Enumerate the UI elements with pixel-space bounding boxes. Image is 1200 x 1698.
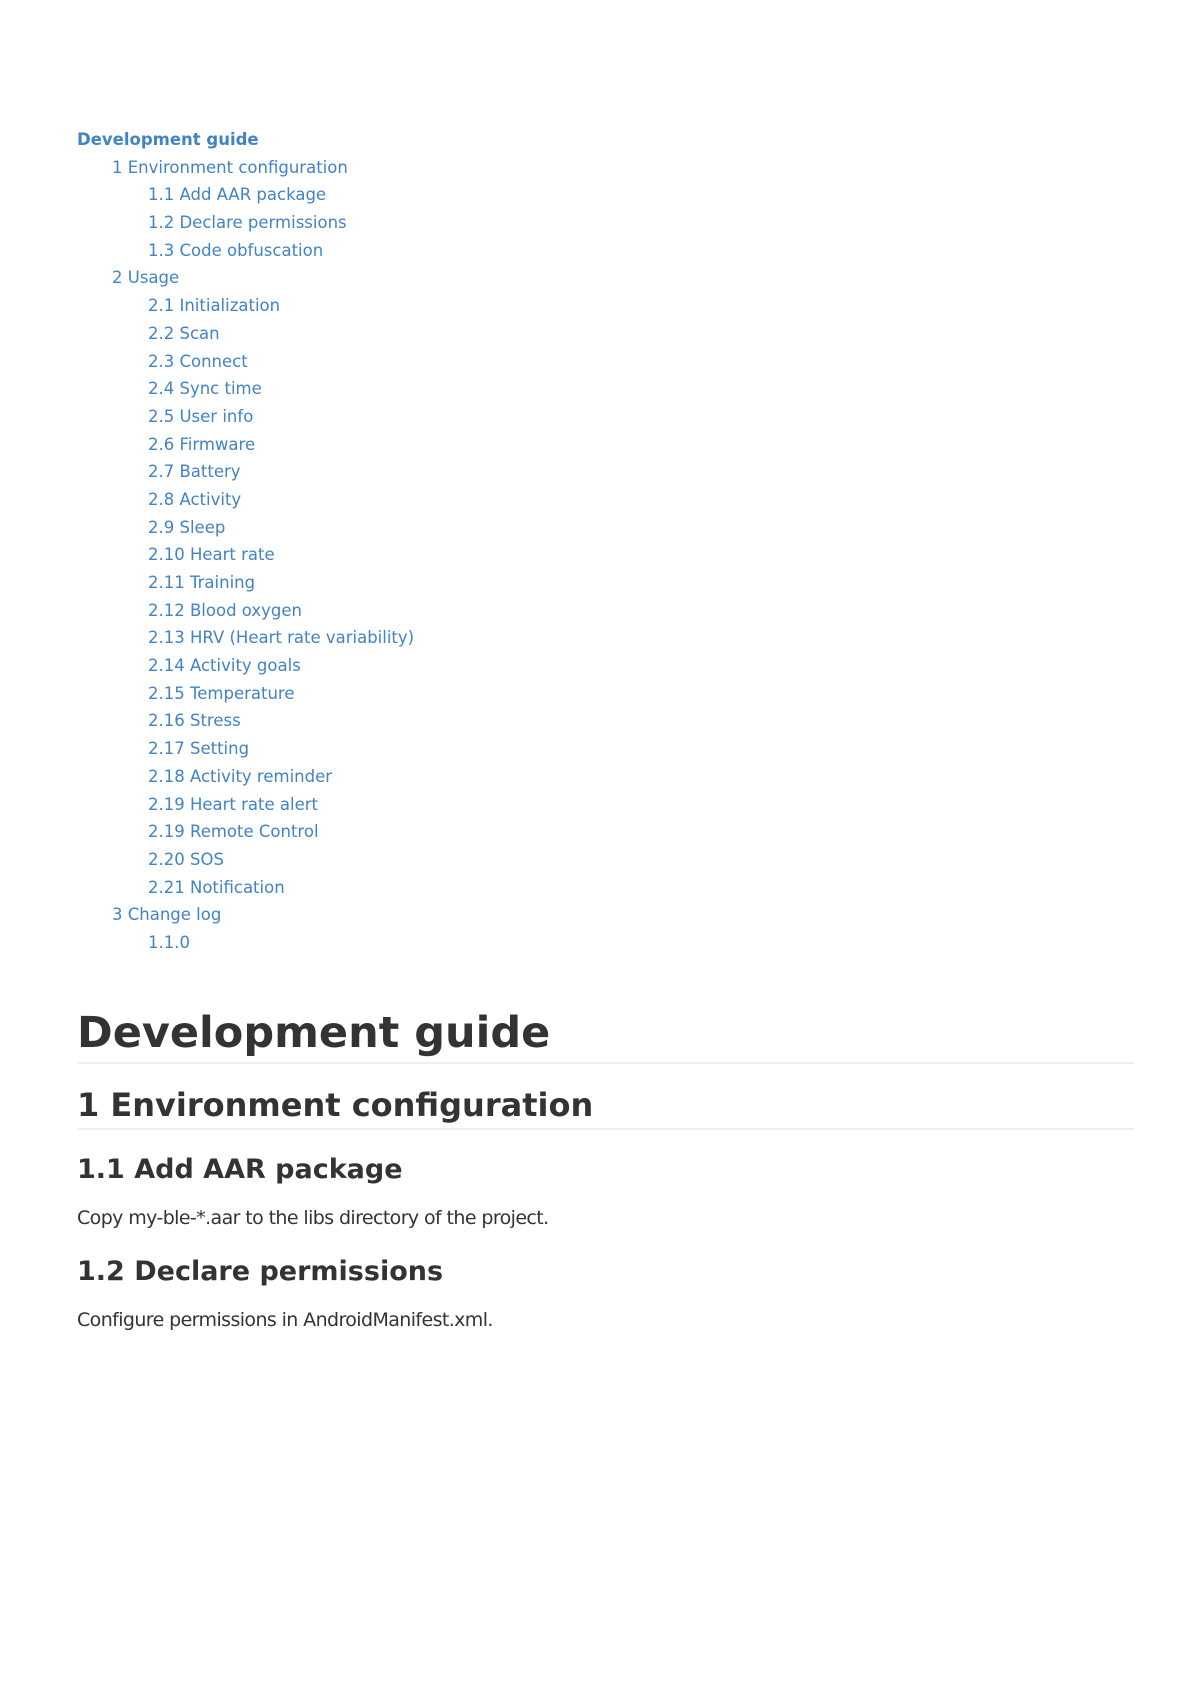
table-of-contents xyxy=(77,126,777,957)
toc-link-usage[interactable]: 2 Usage xyxy=(112,268,180,288)
toc-link-activity[interactable]: 2.8 Activity xyxy=(148,489,242,509)
subsection-heading-add-aar-package: 1.1 Add AAR package xyxy=(77,1154,403,1185)
toc-link-sync-time[interactable]: 2.4 Sync time xyxy=(148,379,262,399)
toc-link-user-info[interactable]: 2.5 User info xyxy=(148,406,254,426)
toc-link-environment-configuration[interactable]: 1 Environment configuration xyxy=(112,157,348,177)
toc-link-code-obfuscation[interactable]: 1.3 Code obfuscation xyxy=(148,240,324,260)
toc-link-initialization[interactable]: 2.1 Initialization xyxy=(148,296,281,316)
toc-link-add-aar-package[interactable]: 1.1 Add AAR package xyxy=(148,185,327,205)
toc-link-version-1-1-0[interactable]: 1.1.0 xyxy=(148,932,190,952)
toc-link-training[interactable]: 2.11 Training xyxy=(148,573,256,592)
paragraph-add-aar-package: Copy my-ble-*.aar to the libs directory of the project. xyxy=(77,1207,549,1229)
toc-link-declare-permissions[interactable]: 1.2 Declare permissions xyxy=(148,213,347,233)
subsection-heading-declare-permissions: 1.2 Declare permissions xyxy=(77,1256,444,1287)
toc-link-sos[interactable]: 2.20 SOS xyxy=(148,849,224,869)
toc-link-setting[interactable]: 2.17 Setting xyxy=(148,739,250,759)
toc-link-firmware[interactable]: 2.6 Firmware xyxy=(148,434,256,454)
toc-link-scan[interactable]: 2.2 Scan xyxy=(148,323,220,343)
toc-link-activity-reminder[interactable]: 2.18 Activity reminder xyxy=(148,766,333,786)
toc-link-heart-rate-alert[interactable]: 2.19 Heart rate alert xyxy=(148,794,319,814)
toc-link-battery[interactable]: 2.7 Battery xyxy=(148,462,241,482)
toc-link-sleep[interactable]: 2.9 Sleep xyxy=(148,517,226,537)
toc-link-temperature[interactable]: 2.15 Temperature xyxy=(148,683,295,703)
toc-link-development-guide[interactable]: Development guide xyxy=(77,130,259,149)
toc-link-connect[interactable]: 2.3 Connect xyxy=(148,351,248,371)
toc-link-blood-oxygen[interactable]: 2.12 Blood oxygen xyxy=(148,600,302,620)
page-title: Development guide xyxy=(77,1005,1134,1064)
toc-link-heart-rate[interactable]: 2.10 Heart rate xyxy=(148,545,275,565)
toc-link-activity-goals[interactable]: 2.14 Activity goals xyxy=(148,656,301,676)
document-content xyxy=(77,1005,1134,1334)
paragraph-declare-permissions: Configure permissions in AndroidManifest.xml. xyxy=(77,1309,493,1331)
toc-link-hrv[interactable]: 2.13 HRV (Heart rate variability) xyxy=(148,628,415,648)
toc-link-stress[interactable]: 2.16 Stress xyxy=(148,711,241,731)
section-heading-environment-configuration: 1 Environment configuration xyxy=(77,1084,1134,1130)
toc-link-notification[interactable]: 2.21 Notification xyxy=(148,877,285,897)
toc-link-remote-control[interactable]: 2.19 Remote Control xyxy=(148,822,319,842)
toc-link-change-log[interactable]: 3 Change log xyxy=(112,905,222,925)
